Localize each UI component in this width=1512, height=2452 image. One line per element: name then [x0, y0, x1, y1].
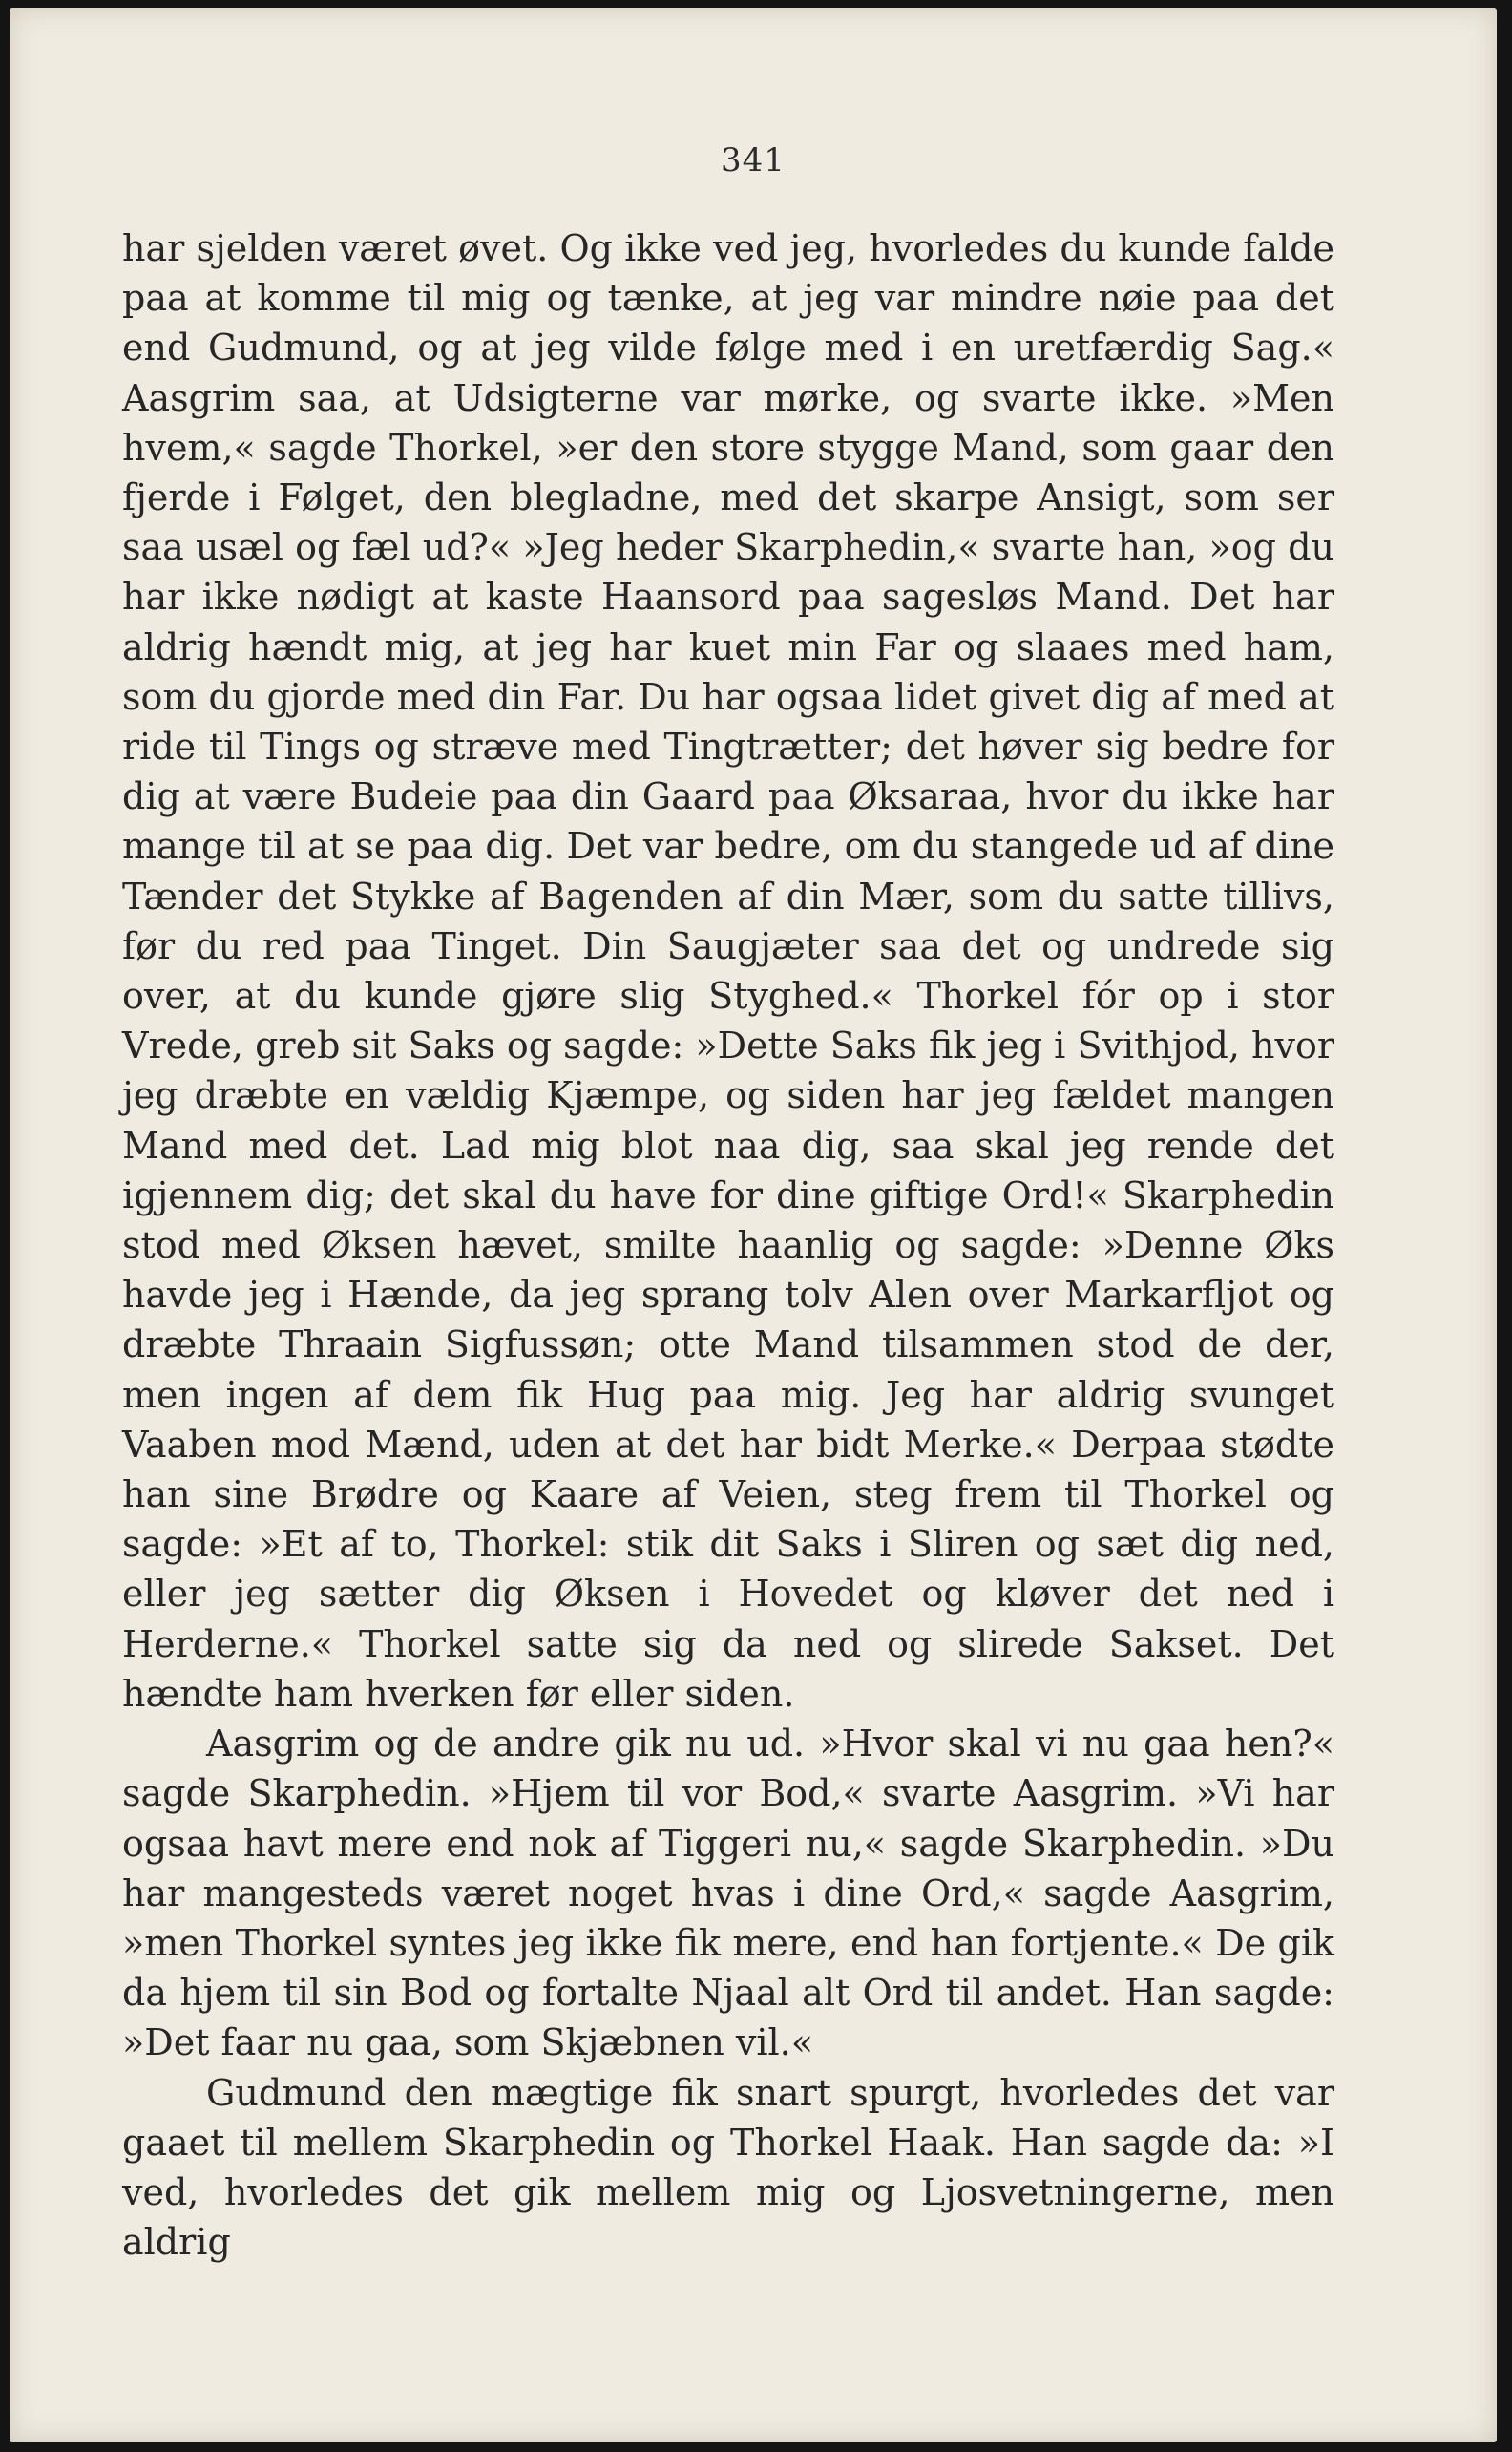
paragraph-2: Aasgrim og de andre gik nu ud. »Hvor skal vi nu gaa hen?« sagde Skarphedin. »Hjem til vor Bod,« svarte Aasgrim. »Vi har ogsaa havt mere end nok af Tiggeri nu,« sagde Skarphedin. »Du har mangesteds været noget hvas i dine Ord,« sagde Aasgrim, »men Thorkel syntes jeg ikke fik mere, end han fortjente.« De gik da hjem til sin Bod og fortalte Njaal alt Ord til andet. Han sagde: »Det faar nu gaa, som Skjæbnen vil.«: [122, 1723, 1334, 2064]
page-number: 341: [721, 141, 786, 180]
paragraph-1: har sjelden været øvet. Og ikke ved jeg, hvorledes du kunde falde paa at komme til mig og tænke, at jeg var mindre nøie paa det end Gudmund, og at jeg vilde følge med i en uretfærdig Sag.« Aasgrim saa, at Udsigterne var mørke, og svarte ikke. »Men hvem,« sagde Thorkel, »er den store stygge Mand, som gaar den fjerde i Følget, den blegladne, med det skarpe Ansigt, som ser saa usæl og fæl ud?« »Jeg heder Skarphedin,« svarte han, »og du har ikke nødigt at kaste Haansord paa sagesløs Mand. Det har aldrig hændt mig, at jeg har kuet min Far og slaaes med ham, som du gjorde med din Far. Du har ogsaa lidet givet dig af med at ride til Tings og stræve med Tingtrætter; det høver sig bedre for dig at være Budeie paa din Gaard paa Øksaraa, hvor du ikke har mange til at se paa dig. Det var bedre, om du stangede ud af dine Tænder det Stykke af Bagenden af din Mær, som du satte tillivs, før du red paa Tinget. Din Saugjæter saa det og undrede sig over, at du kunde gjøre slig Styghed.« Thorkel fór op i stor Vrede, greb sit Saks og sagde: »Dette Saks fik jeg i Svithjod, hvor jeg dræbte en vældig Kjæmpe, og siden har jeg fældet mangen Mand med det. Lad mig blot naa dig, saa skal jeg rende det igjennem dig; det skal du have for dine giftige Ord!« Skarphedin stod med Øksen hævet, smilte haanlig og sagde: »Denne Øks havde jeg i Hænde, da jeg sprang tolv Alen over Markarfljot og dræbte Thraain Sigfussøn; otte Mand tilsammen stod de der, men ingen af dem fik Hug paa mig. Jeg har aldrig svunget Vaaben mod Mænd, uden at det har bidt Merke.« Derpaa stødte han sine Brødre og Kaare af Veien, steg frem til Thorkel og sagde: »Et af to, Thorkel: stik dit Saks i Sliren og sæt dig ned, eller jeg sætter dig Øksen i Hovedet og kløver det ned i Herderne.« Thorkel satte sig da ned og slirede Sakset. Det hændte ham hverken før eller siden.: [122, 227, 1334, 1715]
paragraph-3: Gudmund den mægtige fik snart spurgt, hvorledes det var gaaet til mellem Skarphedin og Thorkel Haak. Han sagde da: »I ved, hvorledes det gik mellem mig og Ljosvetningerne, men aldrig: [122, 2071, 1334, 2264]
book-page: [10, 8, 1497, 2442]
body-text: [122, 223, 1334, 2267]
